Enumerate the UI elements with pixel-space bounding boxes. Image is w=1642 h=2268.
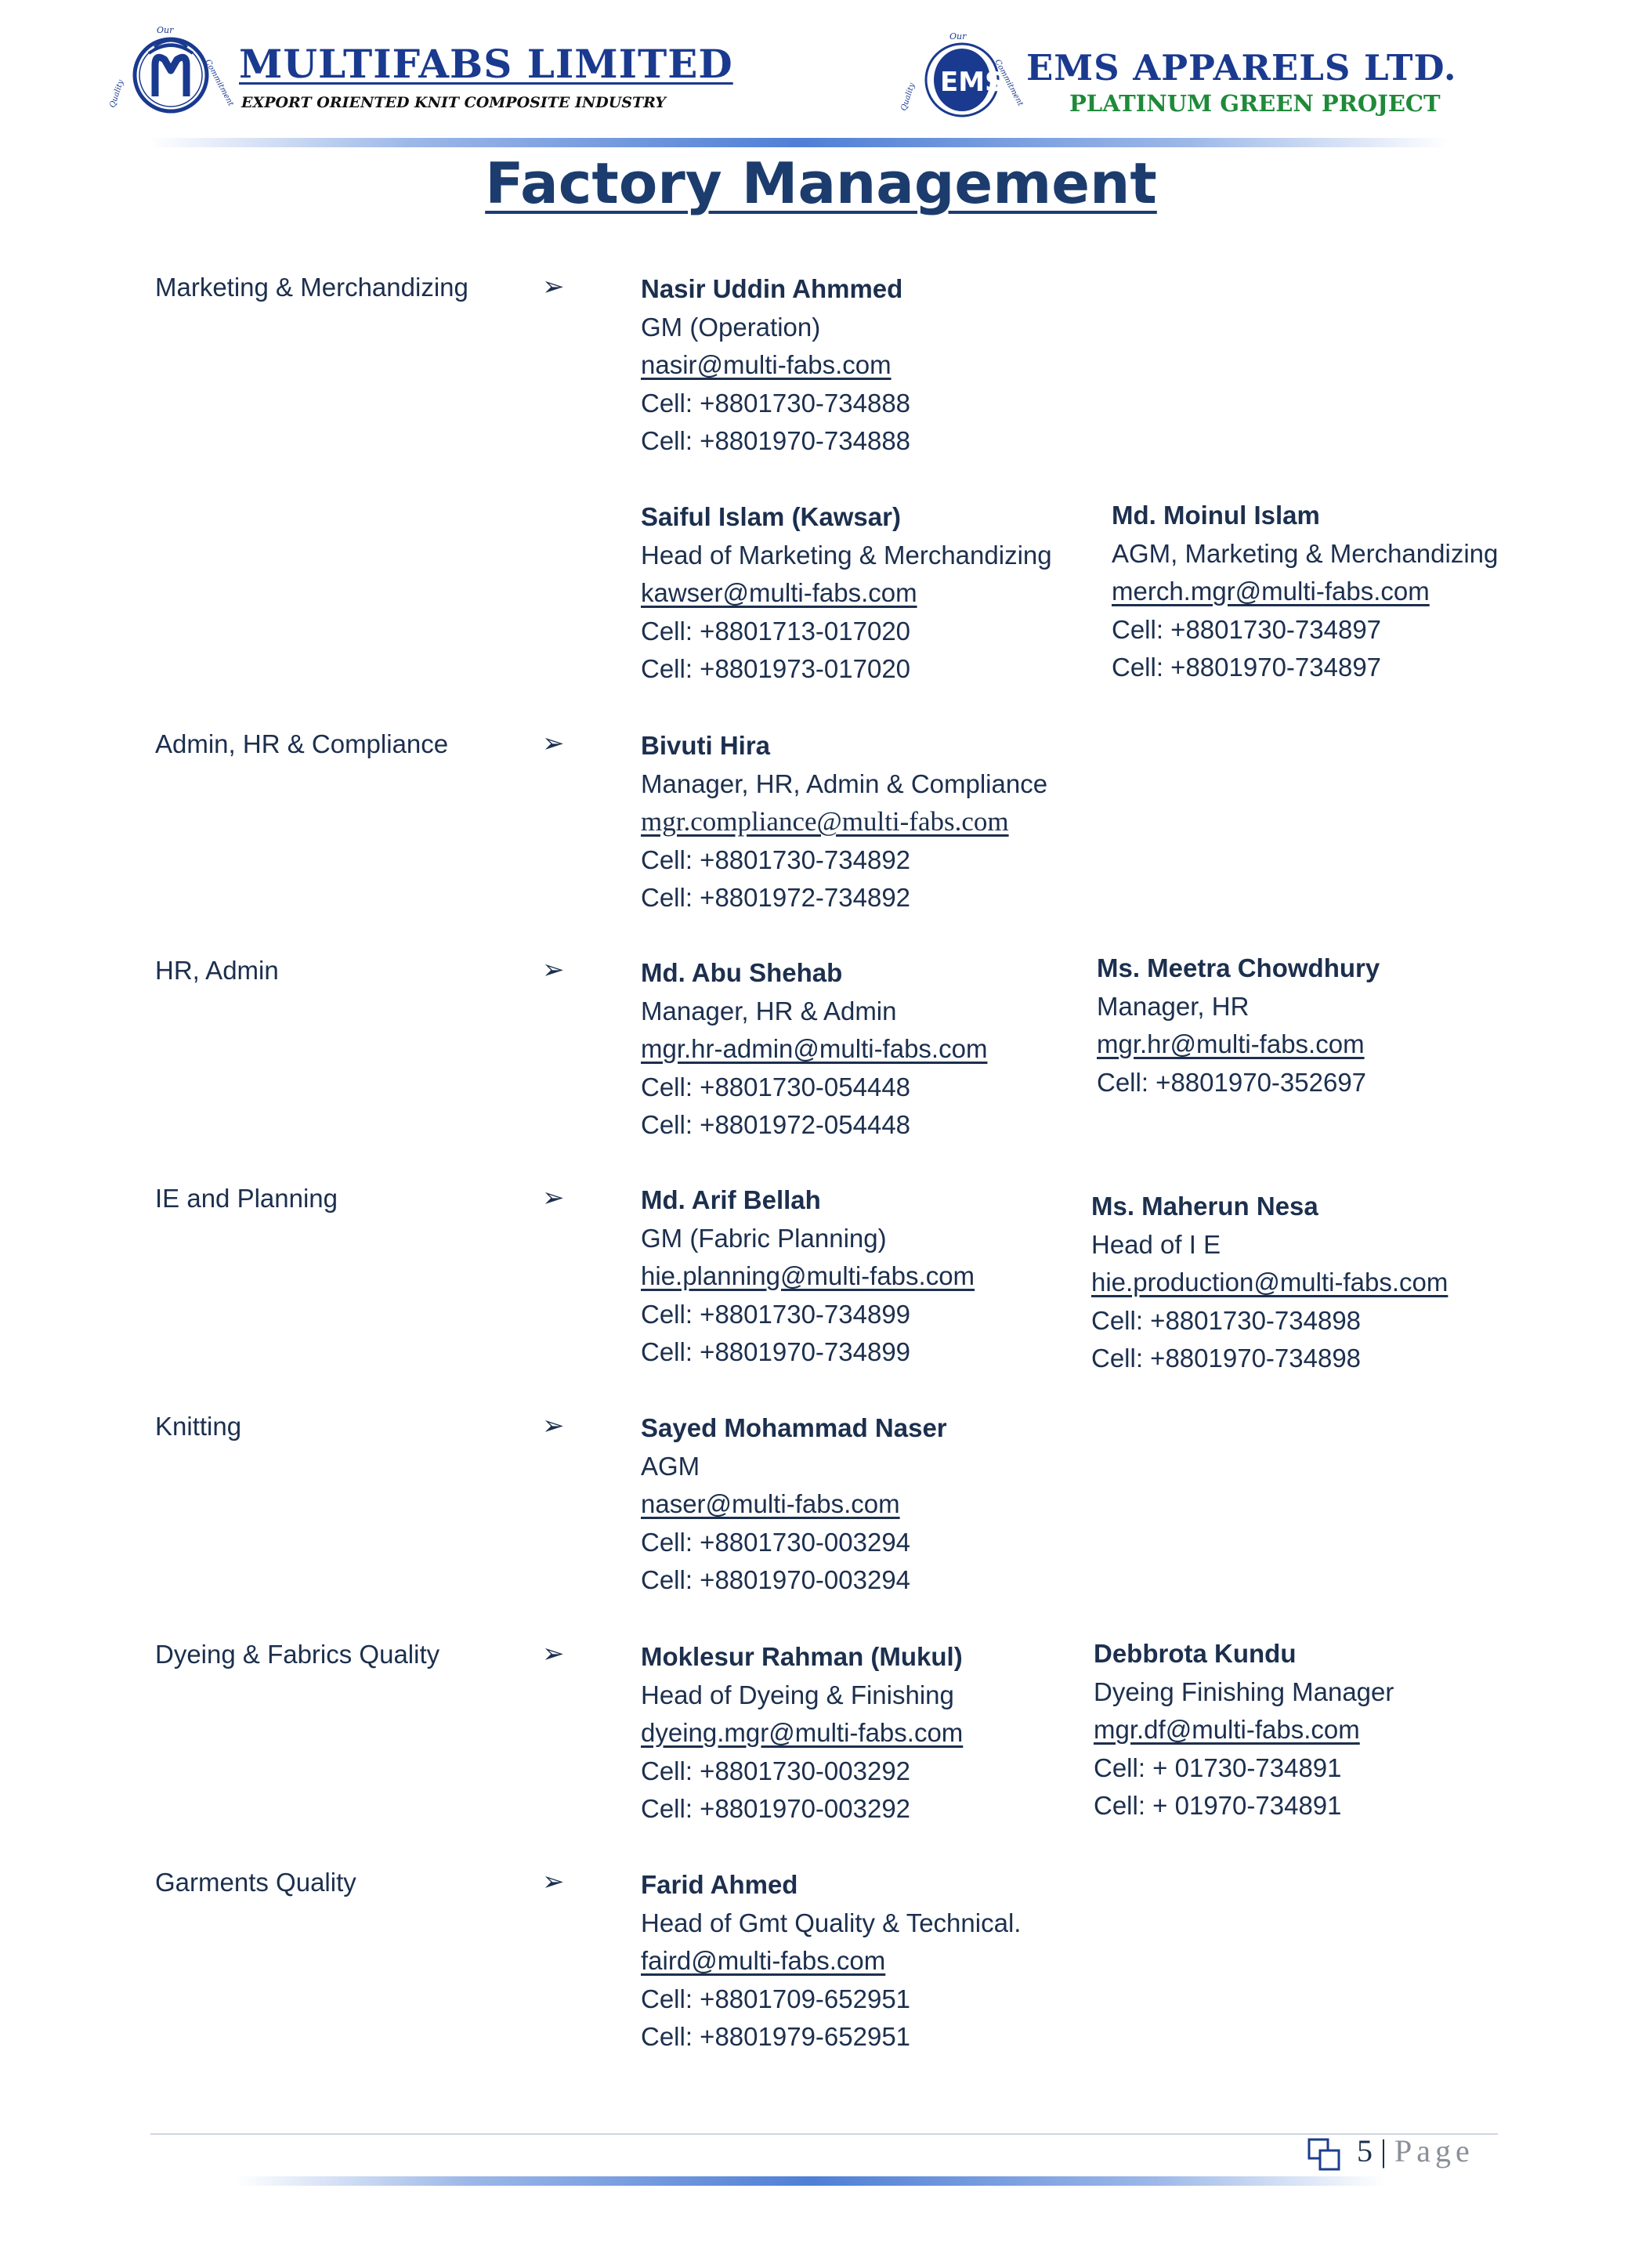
contact-email-link[interactable]: nasir@multi-fabs.com — [641, 350, 892, 379]
contact-phone: Cell: +8801709-652951 — [641, 1984, 911, 2013]
contact-email-link[interactable]: faird@multi-fabs.com — [641, 1946, 886, 1975]
contact-email-link[interactable]: kawser@multi-fabs.com — [641, 578, 917, 607]
department-label: Garments Quality — [155, 1868, 356, 1897]
contact-name: Md. Moinul Islam — [1112, 501, 1320, 530]
arrow-bullet-icon: ➢ — [542, 271, 565, 302]
contact-phone: Cell: +8801730-734897 — [1112, 614, 1382, 644]
contact-email-link[interactable]: mgr.hr@multi-fabs.com — [1097, 1029, 1365, 1058]
arrow-bullet-icon: ➢ — [542, 728, 565, 759]
contact-name: Farid Ahmed — [641, 1870, 798, 1899]
contact-card — [641, 1409, 947, 1600]
contact-email-link[interactable]: hie.planning@multi-fabs.com — [641, 1261, 975, 1290]
page-number — [1357, 2132, 1474, 2169]
contact-phone: Cell: + 01970-734891 — [1094, 1791, 1342, 1820]
contact-phone: Cell: +8801730-734888 — [641, 388, 911, 418]
department-label: Marketing & Merchandizing — [155, 273, 468, 302]
contact-phone: Cell: +8801972-734892 — [641, 883, 911, 912]
contact-email-link[interactable]: mgr.compliance@multi-fabs.com — [641, 806, 1009, 837]
contact-role: AGM — [641, 1451, 700, 1481]
contact-name: Moklesur Rahman (Mukul) — [641, 1642, 963, 1671]
contact-email-link[interactable]: dyeing.mgr@multi-fabs.com — [641, 1718, 964, 1747]
contact-name: Ms. Maherun Nesa — [1091, 1192, 1318, 1221]
page-label: Page — [1394, 2133, 1474, 2169]
contact-name: Saiful Islam (Kawsar) — [641, 502, 901, 531]
arrow-bullet-icon: ➢ — [542, 954, 565, 986]
contact-name: Md. Abu Shehab — [641, 958, 843, 987]
multifabs-emblem-icon — [108, 22, 235, 124]
contact-email-link[interactable]: merch.mgr@multi-fabs.com — [1112, 577, 1430, 606]
contact-phone: Cell: +8801730-003294 — [641, 1527, 911, 1557]
arrow-bullet-icon: ➢ — [542, 1182, 565, 1214]
contact-email-link[interactable]: hie.production@multi-fabs.com — [1091, 1268, 1449, 1297]
footer-decorative-rule — [235, 2176, 1387, 2186]
contact-phone: Cell: +8801970-003292 — [641, 1794, 911, 1823]
contact-role: Dyeing Finishing Manager — [1094, 1677, 1394, 1706]
company-name-ems: EMS APPARELS LTD. — [1026, 47, 1457, 89]
contact-phone: Cell: +8801730-734898 — [1091, 1305, 1362, 1335]
ems-emblem-letters: EMS — [940, 67, 1004, 98]
page-number-value: 5 — [1357, 2133, 1373, 2169]
contact-role: Head of Gmt Quality & Technical. — [641, 1908, 1022, 1937]
contact-email-link[interactable]: mgr.hr-admin@multi-fabs.com — [641, 1034, 988, 1063]
department-label: Knitting — [155, 1412, 242, 1441]
contact-phone: Cell: +8801970-003294 — [641, 1565, 911, 1594]
contact-phone: Cell: +8801730-054448 — [641, 1072, 911, 1101]
contact-role: Manager, HR & Admin — [641, 996, 897, 1025]
contact-phone: Cell: +8801730-734892 — [641, 845, 911, 874]
department-label: Admin, HR & Compliance — [155, 729, 449, 758]
emblem-text-our: Our — [157, 25, 174, 35]
contact-card — [641, 954, 987, 1145]
copy-pages-icon — [1307, 2137, 1343, 2173]
department-label: IE and Planning — [155, 1184, 338, 1213]
contact-name: Sayed Mohammad Naser — [641, 1413, 947, 1442]
contact-phone: Cell: + 01730-734891 — [1094, 1753, 1342, 1782]
contact-card — [641, 1181, 975, 1372]
contact-role: GM (Fabric Planning) — [641, 1223, 887, 1253]
contact-phone: Cell: +8801713-017020 — [641, 616, 911, 646]
header-divider — [149, 138, 1449, 147]
ems-emblem-icon — [899, 28, 1025, 130]
contact-email-link[interactable]: mgr.df@multi-fabs.com — [1094, 1715, 1360, 1744]
contact-phone: Cell: +8801970-734888 — [641, 426, 911, 455]
contact-role: Head of Marketing & Merchandizing — [641, 540, 1052, 570]
contact-name: Debbrota Kundu — [1094, 1639, 1297, 1668]
contact-role: GM (Operation) — [641, 312, 821, 342]
page-title: Factory Management — [485, 150, 1157, 216]
arrow-bullet-icon: ➢ — [542, 1410, 565, 1441]
contact-role: Head of Dyeing & Finishing — [641, 1680, 954, 1709]
contact-card — [1091, 1188, 1448, 1378]
ems-emblem-text-quality: Quality — [899, 81, 917, 112]
page-number-separator: | — [1380, 2133, 1387, 2169]
contact-card — [641, 727, 1047, 917]
contact-email-link[interactable]: naser@multi-fabs.com — [641, 1489, 900, 1518]
contact-card — [641, 1638, 963, 1829]
contact-phone: Cell: +8801973-017020 — [641, 654, 911, 683]
ems-emblem-text-our: Our — [949, 31, 967, 42]
contact-name: Md. Arif Bellah — [641, 1185, 821, 1214]
company-name-multifabs: MULTIFABS LIMITED — [239, 41, 733, 87]
contact-phone: Cell: +8801970-734897 — [1112, 653, 1382, 682]
contact-card — [1097, 950, 1380, 1101]
contact-role: Manager, HR — [1097, 991, 1250, 1021]
contact-phone: Cell: +8801970-734898 — [1091, 1344, 1362, 1373]
footer-divider — [150, 2133, 1498, 2135]
contact-phone: Cell: +8801972-054448 — [641, 1110, 911, 1139]
ems-emblem-text-commitment: Commitment — [993, 58, 1025, 108]
contact-card — [641, 270, 910, 461]
emblem-text-quality: Quality — [108, 78, 126, 109]
contact-name: Ms. Meetra Chowdhury — [1097, 953, 1380, 982]
contact-name: Nasir Uddin Ahmmed — [641, 274, 903, 303]
department-label: Dyeing & Fabrics Quality — [155, 1640, 440, 1669]
arrow-bullet-icon: ➢ — [542, 1866, 565, 1897]
company-tagline-multifabs: EXPORT ORIENTED KNIT COMPOSITE INDUSTRY — [241, 94, 666, 111]
contact-phone: Cell: +8801730-734899 — [641, 1299, 911, 1329]
contact-role: AGM, Marketing & Merchandizing — [1112, 538, 1499, 568]
contact-phone: Cell: +8801970-734899 — [641, 1337, 911, 1366]
contact-card — [641, 1866, 1021, 2056]
contact-card — [1112, 497, 1498, 687]
contact-phone: Cell: +8801730-003292 — [641, 1756, 911, 1785]
contact-card — [641, 498, 1052, 689]
arrow-bullet-icon: ➢ — [542, 1638, 565, 1669]
contact-card — [1094, 1635, 1394, 1825]
contact-role: Manager, HR, Admin & Compliance — [641, 769, 1048, 798]
contact-phone: Cell: +8801979-652951 — [641, 2022, 911, 2051]
contact-role: Head of I E — [1091, 1229, 1221, 1259]
company-tagline-ems: PLATINUM GREEN PROJECT — [1069, 90, 1441, 117]
emblem-text-commitment: Commitment — [203, 58, 235, 108]
department-label: HR, Admin — [155, 956, 279, 985]
contact-name: Bivuti Hira — [641, 731, 771, 760]
contact-phone: Cell: +8801970-352697 — [1097, 1067, 1367, 1097]
